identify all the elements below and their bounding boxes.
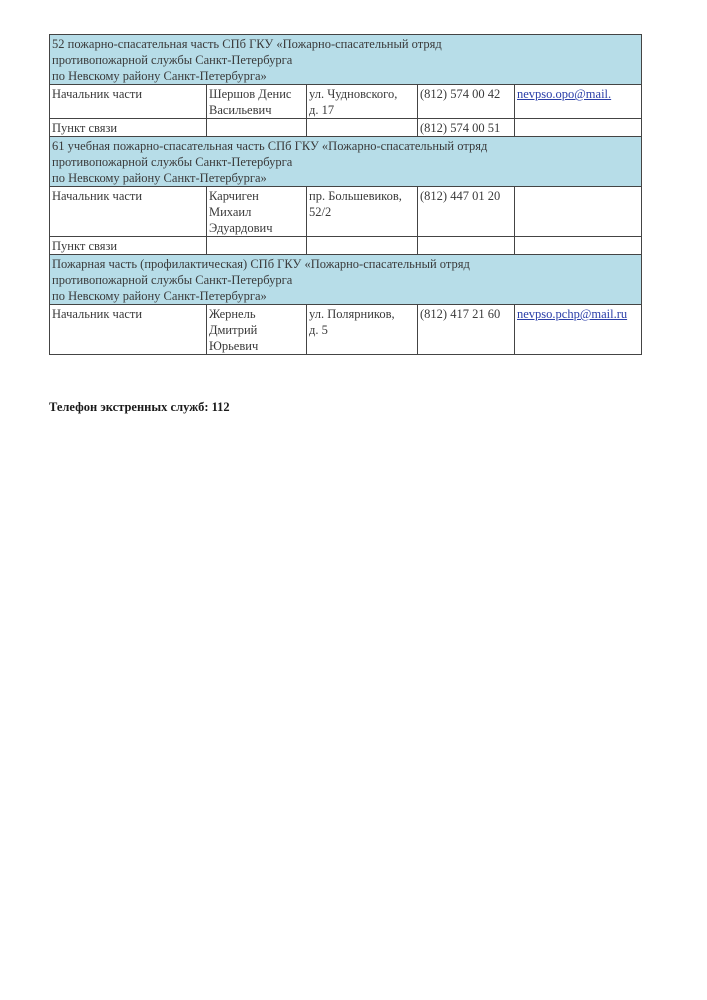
contacts-table [49, 34, 642, 355]
address-cell-line: пр. Большевиков, [309, 189, 402, 203]
section-title [50, 137, 642, 187]
section-title-line: противопожарной службы Санкт-Петербурга [52, 53, 293, 67]
section-title [50, 255, 642, 305]
address-cell [307, 305, 418, 355]
address-cell [307, 187, 418, 237]
role-cell: Начальник части [50, 187, 207, 237]
email-cell [515, 187, 642, 237]
name-cell [207, 187, 307, 237]
address-cell [307, 85, 418, 119]
name-cell-line: Жернель [209, 307, 256, 321]
address-cell-line: д. 5 [309, 323, 328, 337]
role-cell: Начальник части [50, 305, 207, 355]
table-row [50, 305, 642, 355]
phone-cell [418, 237, 515, 255]
address-cell-line: ул. Чудновского, [309, 87, 398, 101]
name-cell [207, 119, 307, 137]
table-row [50, 119, 642, 137]
section-title-line: 61 учебная пожарно-спасательная часть СПб ГКУ «Пожарно-спасательный отряд [52, 139, 488, 153]
name-cell-line: Эдуардович [209, 221, 273, 235]
table-row [50, 85, 642, 119]
address-cell-line: д. 17 [309, 103, 335, 117]
name-cell-line: Юрьевич [209, 339, 259, 353]
name-cell-line: Васильевич [209, 103, 272, 117]
name-cell [207, 305, 307, 355]
section-header-row [50, 35, 642, 85]
role-cell: Пункт связи [50, 119, 207, 137]
address-cell-line: ул. Полярников, [309, 307, 395, 321]
section-header-row [50, 255, 642, 305]
section-title-line: по Невскому району Санкт-Петербурга» [52, 171, 267, 185]
name-cell [207, 85, 307, 119]
address-cell [307, 119, 418, 137]
section-title-line: по Невскому району Санкт-Петербурга» [52, 289, 267, 303]
email-link[interactable]: nevpso.pchp@mail.ru [517, 307, 628, 321]
contacts-table-body [50, 35, 642, 355]
address-cell [307, 237, 418, 255]
name-cell-line: Карчиген [209, 189, 259, 203]
name-cell-line: Дмитрий [209, 323, 258, 337]
phone-cell: (812) 417 21 60 [418, 305, 515, 355]
email-link[interactable]: nevpso.opo@mail. [517, 87, 612, 101]
role-cell: Начальник части [50, 85, 207, 119]
emergency-phone-note: Телефон экстренных служб: 112 [49, 400, 230, 414]
phone-cell: (812) 574 00 42 [418, 85, 515, 119]
name-cell-line: Шершов Денис [209, 87, 292, 101]
name-cell [207, 237, 307, 255]
table-row [50, 237, 642, 255]
email-cell [515, 119, 642, 137]
section-title-line: по Невскому району Санкт-Петербурга» [52, 69, 267, 83]
name-cell-line: Михаил [209, 205, 252, 219]
phone-cell: (812) 447 01 20 [418, 187, 515, 237]
section-title-line: противопожарной службы Санкт-Петербурга [52, 155, 293, 169]
phone-cell: (812) 574 00 51 [418, 119, 515, 137]
email-cell [515, 305, 642, 355]
address-cell-line: 52/2 [309, 205, 332, 219]
role-cell: Пункт связи [50, 237, 207, 255]
email-cell [515, 85, 642, 119]
table-row [50, 187, 642, 237]
section-title-line: Пожарная часть (профилактическая) СПб ГКУ «Пожарно-спасательный отряд [52, 257, 470, 271]
section-title-line: 52 пожарно-спасательная часть СПб ГКУ «Пожарно-спасательный отряд [52, 37, 442, 51]
section-header-row [50, 137, 642, 187]
email-cell [515, 237, 642, 255]
section-title [50, 35, 642, 85]
section-title-line: противопожарной службы Санкт-Петербурга [52, 273, 293, 287]
